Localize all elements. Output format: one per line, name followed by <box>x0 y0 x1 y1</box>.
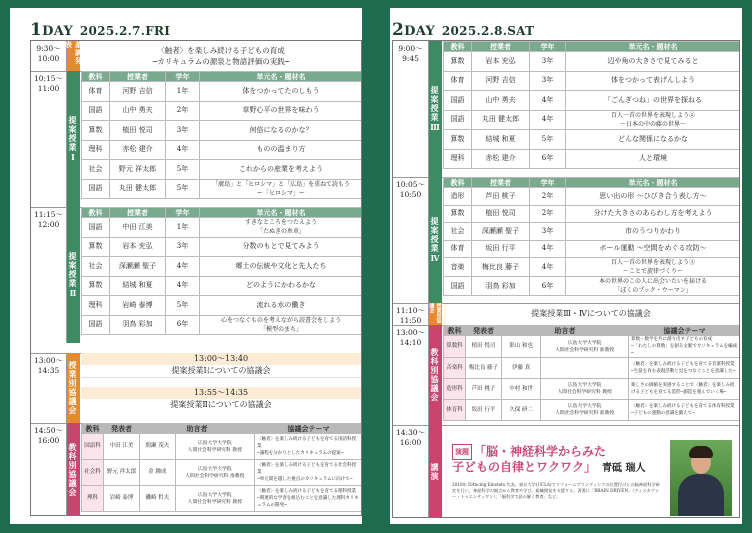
lesson-row <box>444 71 741 91</box>
unit-cell: 心をつなぐものを考えながら読書会をしよう 「模型のまち」 <box>200 315 363 335</box>
lesson-row <box>444 52 741 72</box>
unit-cell: 市のうつりかわり <box>566 223 741 241</box>
lesson-row <box>444 240 741 258</box>
council-label-day2: 授業別協議会 <box>428 303 442 323</box>
teacher-cell: 羽鳥 彩加 <box>472 277 530 296</box>
lecture-tag: 演題 <box>452 444 472 460</box>
lesson-row <box>444 258 741 277</box>
unit-cell: 郷土の伝統や文化と先人たち <box>200 257 363 277</box>
lesson-row <box>82 82 363 102</box>
council-subject-cell: 造形科 <box>444 379 466 400</box>
grade-cell: 3年 <box>530 52 566 72</box>
lesson-row <box>82 296 363 316</box>
council-row <box>444 358 741 379</box>
subject-cell: 国語 <box>444 110 472 130</box>
grade-cell: 3年 <box>166 237 200 257</box>
grade-cell: 4年 <box>530 91 566 111</box>
advisor-affiliation-cell: 広島大学大学院 人間社会科学研究科 准教授 <box>175 460 254 486</box>
time-session3: 9:00～ 9:45 <box>393 41 429 177</box>
day-number: 1 <box>30 20 43 40</box>
teacher-cell: 芦田 桃子 <box>472 188 530 206</box>
lesson-row <box>82 160 363 180</box>
teacher-cell: 山中 勇夫 <box>472 91 530 111</box>
unit-cell: 何倍になるのかな？ <box>200 121 363 141</box>
day1-schedule <box>30 40 362 516</box>
subject-cell: 社会 <box>444 223 472 241</box>
council-theme-cell: 〈触者〉を楽しみ続ける子どもを育てる理科授業 ─関連的な学習を組込むことを意識した理科カリキュラムの開発─ <box>255 486 363 512</box>
lesson-row <box>444 149 741 169</box>
lesson-row <box>444 188 741 206</box>
council-subject-cell: 音楽科 <box>444 358 466 379</box>
keynote-label: 基調発表 <box>67 41 80 71</box>
subject-cell: 国語 <box>82 179 110 199</box>
lecture-title-line1: 「脳・神経科学からみた <box>474 444 607 459</box>
lecture-label: 講演 <box>429 425 442 518</box>
subject-cell: 社会 <box>82 160 110 180</box>
unit-cell: これからの産業を考えよう <box>200 160 363 180</box>
subject-cell: 算数 <box>82 276 110 296</box>
time-session4: 10:05～ 10:50 <box>393 177 429 303</box>
session2-label: 提案授業Ⅱ <box>67 207 80 343</box>
council-theme-cell: 〈触者〉を楽しみ続ける子どもを育てる国語科授業 ─議程を分かりとしたカリキュラムの提案─ <box>255 434 363 460</box>
council-subject-cell: 理科 <box>82 486 104 512</box>
presenter-cell: 坂田 行平 <box>466 400 502 421</box>
advisor-cell: 影山 和也 <box>502 336 541 358</box>
speaker-photo <box>670 440 732 516</box>
grade-cell: 4年 <box>530 240 566 258</box>
advisor-cell: 金 鍾成 <box>140 460 176 486</box>
session3-label: 提案授業Ⅲ <box>429 41 442 177</box>
subject-council-table-day2: 教科 発表者 助言者 協議会テーマ 算数科 植田 悦司 影山 和也 広島大学大学院 人間社会科学研究科 准教授 算数・数学を共に創り出す子どもの育成 ─「わたしの算数」を創る文脈でカリキュラムを編成─ 音楽科 梅比良 藤子 伊藤 真 〈触者〉を楽しみ続ける子どもを育てる音楽科授業 ─生徒を育む表現活動と見をつなぐことを意識した─ 造形科 芦田 桃子 中村 和世 広島大学大学院 人間社会科学研究科 教授 楽しさの価値を実感することで〈触者〉を楽しみ続ける子どもを育てる造形─創造を運んでいく場─ 体育科 坂田 行平 久保 研二 広島大学大学院 人間社会科学研究科 准教授 〈触者〉を楽しみ続ける子どもを育てる体育科授業 ─子どもの運動の意識を鍛えて─ <box>443 325 740 421</box>
grade-cell: 2年 <box>530 188 566 206</box>
time-council: 13:00～ 14:35 <box>31 353 67 423</box>
council-time1: 13:00～13:40 <box>81 353 361 365</box>
speaker-body <box>678 474 724 516</box>
lesson-row <box>82 121 363 141</box>
day-label: DAY <box>42 24 74 39</box>
subject-cell: 国語 <box>82 218 110 238</box>
council-subject-cell: 算数科 <box>444 336 466 358</box>
unit-cell: 本の世界のこの人に出会いたいを届ける 「ぼくのブック・ウーマン」 <box>566 277 741 296</box>
subject-cell: 算数 <box>444 130 472 150</box>
grade-cell: 6年 <box>530 277 566 296</box>
teacher-cell: 植田 悦司 <box>110 121 166 141</box>
subject-cell: 体育 <box>82 82 110 102</box>
lesson-row <box>444 277 741 296</box>
grade-cell: 2年 <box>530 205 566 223</box>
day-date: 2025.2.7.FRI <box>79 24 171 38</box>
subject-cell: 理科 <box>82 140 110 160</box>
time-subject-council: 14:50～ 16:00 <box>31 423 67 516</box>
lesson-row <box>444 91 741 111</box>
grade-cell: 3年 <box>530 71 566 91</box>
unit-cell: 流れる水の働き <box>200 296 363 316</box>
subject-cell: 算数 <box>82 237 110 257</box>
council-theme-cell: 算数・数学を共に創り出す子どもの育成 ─「わたしの算数」を創る文脈でカリキュラムを編成─ <box>629 336 741 358</box>
lesson-row <box>82 179 363 199</box>
unit-cell: 「廣島」と「ヒロシマ」と「広島」を重ねて読もう ー「ヒロシマ」ー <box>200 179 363 199</box>
unit-cell: ボール運動 ～空間をめぐる攻防～ <box>566 240 741 258</box>
presenter-cell: 岩崎 泰博 <box>104 486 140 512</box>
presenter-cell: 芦田 桃子 <box>466 379 502 400</box>
lecturer-name: 青砥 瑞人 <box>602 463 646 474</box>
unit-cell: 体をつかってたのしもう <box>200 82 363 102</box>
grade-cell: 1年 <box>166 82 200 102</box>
time-keynote: 9:30～ 10:00 <box>31 41 67 71</box>
council-label: 授業別協議会 <box>67 353 80 423</box>
grade-cell: 6年 <box>166 315 200 335</box>
subject-council-table: 教科 発表者 助言者 協議会テーマ 国語科 中田 江美 間瀬 茂夫 広島大学大学院 人間社会科学研究科 教授 〈触者〉を楽しみ続ける子どもを育てる国語科授業 ─議程を分かりとしたカリキュラムの提案─ 社会科 野元 祥太郎 金 鍾成 広島大学大学院 人間社会科学研究科 准教授 〈触者〉を楽しみ続ける子どもを育てる社会科授業 ─単元間を越した視点のカリキュラムに向けて─ 理科 岩崎 泰博 磯崎 哲夫 広島大学大学院 人間社会科学研究科 教授 〈触者〉を楽しみ続ける子どもを育てる理科授業 ─関連的な学習を組込むことを意識した理科カリキュラムの開発─ <box>81 423 362 512</box>
subject-cell: 社会 <box>82 257 110 277</box>
session3-table: 教科 授業者 学年 単元名・題材名 算数 岩本 充弘 3年 辺や角の大きさで見てみると 体育 河野 吉信 3年 体をつかって表げんしよう 国語 山中 勇夫 4年 「ごんぎつね」の世界を探ねる 国語 丸田 健太郎 4年 百人一首の世界を表現しよう② ～日本の中の藤の世界～ 算数 結城 和夏 5年 どんな関係になるかな 理科 赤松 建介 6年 人と環境 <box>443 41 740 169</box>
advisor-cell: 磯崎 哲夫 <box>140 486 176 512</box>
teacher-cell: 丸田 健太郎 <box>472 110 530 130</box>
unit-cell: ものの温まり方 <box>200 140 363 160</box>
council-theme-cell: 楽しさの価値を実感することで〈触者〉を楽しみ続ける子どもを育てる造形─創造を運んでいく場─ <box>629 379 741 400</box>
session2-table: 教科 授業者 学年 単元名・題材名 国語 中田 江美 1年 すきなところをつたえよう 「たぬきの糸車」 算数 岩本 充弘 3年 分数のもとで見てみよう 社会 深瀬瀬 聖子 4年 郷土の伝統や文化と先人たち 算数 結城 和夏 4年 どのようにかわるかな 理科 岩崎 泰博 5年 流れる水の働き 国語 羽鳥 彩加 6年 心をつなぐものを考えながら読書会をしよう 「模型のまち」 <box>81 207 362 335</box>
grade-cell: 5年 <box>530 130 566 150</box>
advisor-affiliation-cell: 広島大学大学院 人間社会科学研究科 教授 <box>175 486 254 512</box>
teacher-cell: 梅比良 藤子 <box>472 258 530 277</box>
grade-cell: 6年 <box>530 149 566 169</box>
subject-cell: 国語 <box>444 91 472 111</box>
lecture-title <box>452 444 646 476</box>
teacher-cell: 結城 和夏 <box>110 276 166 296</box>
time-subject-council-day2: 13:00～ 14:10 <box>393 325 429 425</box>
advisor-affiliation-cell: 広島大学大学院 人間社会科学研究科 教授 <box>175 434 254 460</box>
subject-council-label-day2: 教科別協議会 <box>429 325 442 425</box>
council-theme-cell: 〈触者〉を楽しみ続ける子どもを育てる音楽科授業 ─生徒を育む表現活動と見をつなぐことを意識した─ <box>629 358 741 379</box>
subject-cell: 国語 <box>82 315 110 335</box>
teacher-cell: 赤松 建介 <box>110 140 166 160</box>
council-subject-cell: 社会科 <box>82 460 104 486</box>
unit-cell: 草野心平の世界を味わう <box>200 101 363 121</box>
presenter-cell: 植田 悦司 <box>466 336 502 358</box>
teacher-cell: 赤松 建介 <box>472 149 530 169</box>
advisor-affiliation-cell: 広島大学大学院 人間社会科学研究科 准教授 <box>541 400 629 421</box>
lesson-row <box>82 237 363 257</box>
subject-cell: 理科 <box>82 296 110 316</box>
lecturer-bio: 2018年 DAncing Einstein 代表。東京大学(UCLA)でリフォームブランディングの位置付けとの脳神経科学研究を行い、神経科学の観点から教育や学び、組織開発を支援する。著書に「BRAIN DRIVEN」（ディスカヴァー・トゥエンティワン）、「脳科学で読み解く教育」など。 <box>452 482 660 499</box>
advisor-affiliation-cell: 広島大学大学院 人間社会科学研究科 教授 <box>541 379 629 400</box>
grade-cell: 5年 <box>166 179 200 199</box>
teacher-cell: 深瀬瀬 聖子 <box>110 257 166 277</box>
unit-cell: 思い出の形 ～ひびき合う表し方～ <box>566 188 741 206</box>
lesson-row <box>82 276 363 296</box>
grade-cell: 4年 <box>530 110 566 130</box>
speaker-hair <box>689 446 713 458</box>
council-subject-cell: 国語科 <box>82 434 104 460</box>
grade-cell: 4年 <box>166 276 200 296</box>
time-session1: 10:15～ 11:00 <box>31 71 67 207</box>
keynote-line1: 〈触者〉を楽しみ続ける子どもの育成 <box>157 46 285 55</box>
teacher-cell: 河野 吉信 <box>110 82 166 102</box>
lecture-box <box>452 438 736 518</box>
subject-cell: 国語 <box>82 101 110 121</box>
teacher-cell: 坂田 行平 <box>472 240 530 258</box>
subject-cell: 国語 <box>444 277 472 296</box>
time-session2: 11:15～ 12:00 <box>31 207 67 343</box>
unit-cell: 百人一首の世界を表現しよう② ～日本の中の藤の世界～ <box>566 110 741 130</box>
subject-cell: 体育 <box>444 71 472 91</box>
subject-cell: 理科 <box>444 149 472 169</box>
subject-cell: 体育 <box>444 240 472 258</box>
grade-cell: 4年 <box>166 140 200 160</box>
teacher-cell: 山中 勇夫 <box>110 101 166 121</box>
unit-cell: 人と環境 <box>566 149 741 169</box>
unit-cell: どのようにかわるかな <box>200 276 363 296</box>
subject-cell: 算数 <box>444 52 472 72</box>
subject-council-label: 教科別協議会 <box>67 423 80 516</box>
lesson-row <box>82 257 363 277</box>
lesson-row <box>444 205 741 223</box>
lesson-row <box>82 140 363 160</box>
advisor-cell: 久保 研二 <box>502 400 541 421</box>
council-topic2: 提案授業Ⅱについての協議会 <box>170 400 272 409</box>
teacher-cell: 岩崎 泰博 <box>110 296 166 316</box>
day-number: 2 <box>392 20 405 40</box>
subject-cell: 造形 <box>444 188 472 206</box>
council-topic-day2: 提案授業Ⅲ・Ⅳについての協議会 <box>531 309 651 318</box>
council-topic1: 提案授業Ⅰについての協議会 <box>81 365 361 378</box>
presenter-cell: 中田 江美 <box>104 434 140 460</box>
grade-cell: 4年 <box>530 258 566 277</box>
day2-heading <box>392 20 534 40</box>
advisor-affiliation-cell <box>541 358 629 379</box>
teacher-cell: 野元 祥太郎 <box>110 160 166 180</box>
teacher-cell: 深瀬瀬 聖子 <box>472 223 530 241</box>
unit-cell: 百人一首の世界を表現しよう③ ～ことで旋律づくり～ <box>566 258 741 277</box>
unit-cell: 体をつかって表げんしよう <box>566 71 741 91</box>
unit-cell: すきなところをつたえよう 「たぬきの糸車」 <box>200 218 363 238</box>
subject-cell: 音楽 <box>444 258 472 277</box>
subject-cell: 算数 <box>444 205 472 223</box>
council-theme-cell: 〈触者〉を楽しみ続ける子どもを育てる社会科授業 ─単元間を越した視点のカリキュラムに向けて─ <box>255 460 363 486</box>
lesson-row <box>444 223 741 241</box>
teacher-cell: 丸田 健太郎 <box>110 179 166 199</box>
council-row <box>444 400 741 421</box>
teacher-cell: 中田 江美 <box>110 218 166 238</box>
unit-cell: 「ごんぎつね」の世界を探ねる <box>566 91 741 111</box>
session1-label: 提案授業Ⅰ <box>67 71 80 207</box>
teacher-cell: 岩本 充弘 <box>472 52 530 72</box>
unit-cell: 分数のもとで見てみよう <box>200 237 363 257</box>
time-lecture: 14:30～ 16:00 <box>393 425 429 518</box>
subject-cell: 算数 <box>82 121 110 141</box>
council-row <box>444 336 741 358</box>
day1-heading <box>30 20 170 40</box>
unit-cell: 分けた大きさのあらわし方を考えよう <box>566 205 741 223</box>
unit-cell: どんな関係になるかな <box>566 130 741 150</box>
day1-page <box>10 8 362 524</box>
grade-cell: 3年 <box>530 223 566 241</box>
keynote-line2: ─カリキュラムの源泉と物語評価の実践─ <box>152 57 290 66</box>
advisor-cell: 間瀬 茂夫 <box>140 434 176 460</box>
session4-label: 提案授業Ⅳ <box>429 177 442 303</box>
teacher-cell: 河野 吉信 <box>472 71 530 91</box>
day-label: DAY <box>404 24 436 39</box>
council-row <box>444 379 741 400</box>
grade-cell: 5年 <box>166 296 200 316</box>
council-subject-cell: 体育科 <box>444 400 466 421</box>
unit-cell: 辺や角の大きさで見てみると <box>566 52 741 72</box>
council-row <box>82 460 363 486</box>
advisor-cell: 中村 和世 <box>502 379 541 400</box>
lesson-row <box>82 101 363 121</box>
day-date: 2025.2.8.SAT <box>441 24 535 38</box>
lesson-row <box>444 110 741 130</box>
council-row <box>82 486 363 512</box>
grade-cell: 4年 <box>166 257 200 277</box>
grade-cell: 5年 <box>166 160 200 180</box>
presenter-cell: 野元 祥太郎 <box>104 460 140 486</box>
grade-cell: 3年 <box>166 121 200 141</box>
lesson-row <box>82 315 363 335</box>
time-council-day2: 11:10～ 11:50 <box>393 303 429 325</box>
teacher-cell: 結城 和夏 <box>472 130 530 150</box>
day2-page <box>390 8 742 524</box>
lesson-row <box>82 218 363 238</box>
teacher-cell: 羽鳥 彩加 <box>110 315 166 335</box>
advisor-affiliation-cell: 広島大学大学院 人間社会科学研究科 准教授 <box>541 336 629 358</box>
advisor-cell: 伊藤 真 <box>502 358 541 379</box>
presenter-cell: 梅比良 藤子 <box>466 358 502 379</box>
lecture-title-line2: 子どもの自律とワクワク」 <box>452 460 597 474</box>
teacher-cell: 岩本 充弘 <box>110 237 166 257</box>
teacher-cell: 植田 悦司 <box>472 205 530 223</box>
council-time2: 13:55～14:35 <box>81 387 361 399</box>
session1-table: 教科 授業者 学年 単元名・題材名 体育 河野 吉信 1年 体をつかってたのしもう 国語 山中 勇夫 2年 草野心平の世界を味わう 算数 植田 悦司 3年 何倍になるのかな？ 理科 赤松 建介 4年 ものの温まり方 社会 野元 祥太郎 5年 これからの産業を考えよう 国語 丸田 健太郎 5年 「廣島」と「ヒロシマ」と「広島」を重ねて読もう ー「ヒロシマ」ー <box>81 71 362 199</box>
session4-table: 教科 授業者 学年 単元名・題材名 造形 芦田 桃子 2年 思い出の形 ～ひびき合う表し方～ 算数 植田 悦司 2年 分けた大きさのあらわし方を考えよう 社会 深瀬瀬 聖子 3年 市のうつりかわり 体育 坂田 行平 4年 ボール運動 ～空間をめぐる攻防～ 音楽 梅比良 藤子 4年 百人一首の世界を表現しよう③ ～ことで旋律づくり～ 国語 羽鳥 彩加 6年 本の世界のこの人に出会いたいを届ける 「ぼくのブック・ウーマン」 <box>443 177 740 296</box>
council-theme-cell: 〈触者〉を楽しみ続ける子どもを育てる体育科授業 ─子どもの運動の意識を鍛えて─ <box>629 400 741 421</box>
council-row <box>82 434 363 460</box>
grade-cell: 2年 <box>166 101 200 121</box>
lesson-row <box>444 130 741 150</box>
grade-cell: 1年 <box>166 218 200 238</box>
